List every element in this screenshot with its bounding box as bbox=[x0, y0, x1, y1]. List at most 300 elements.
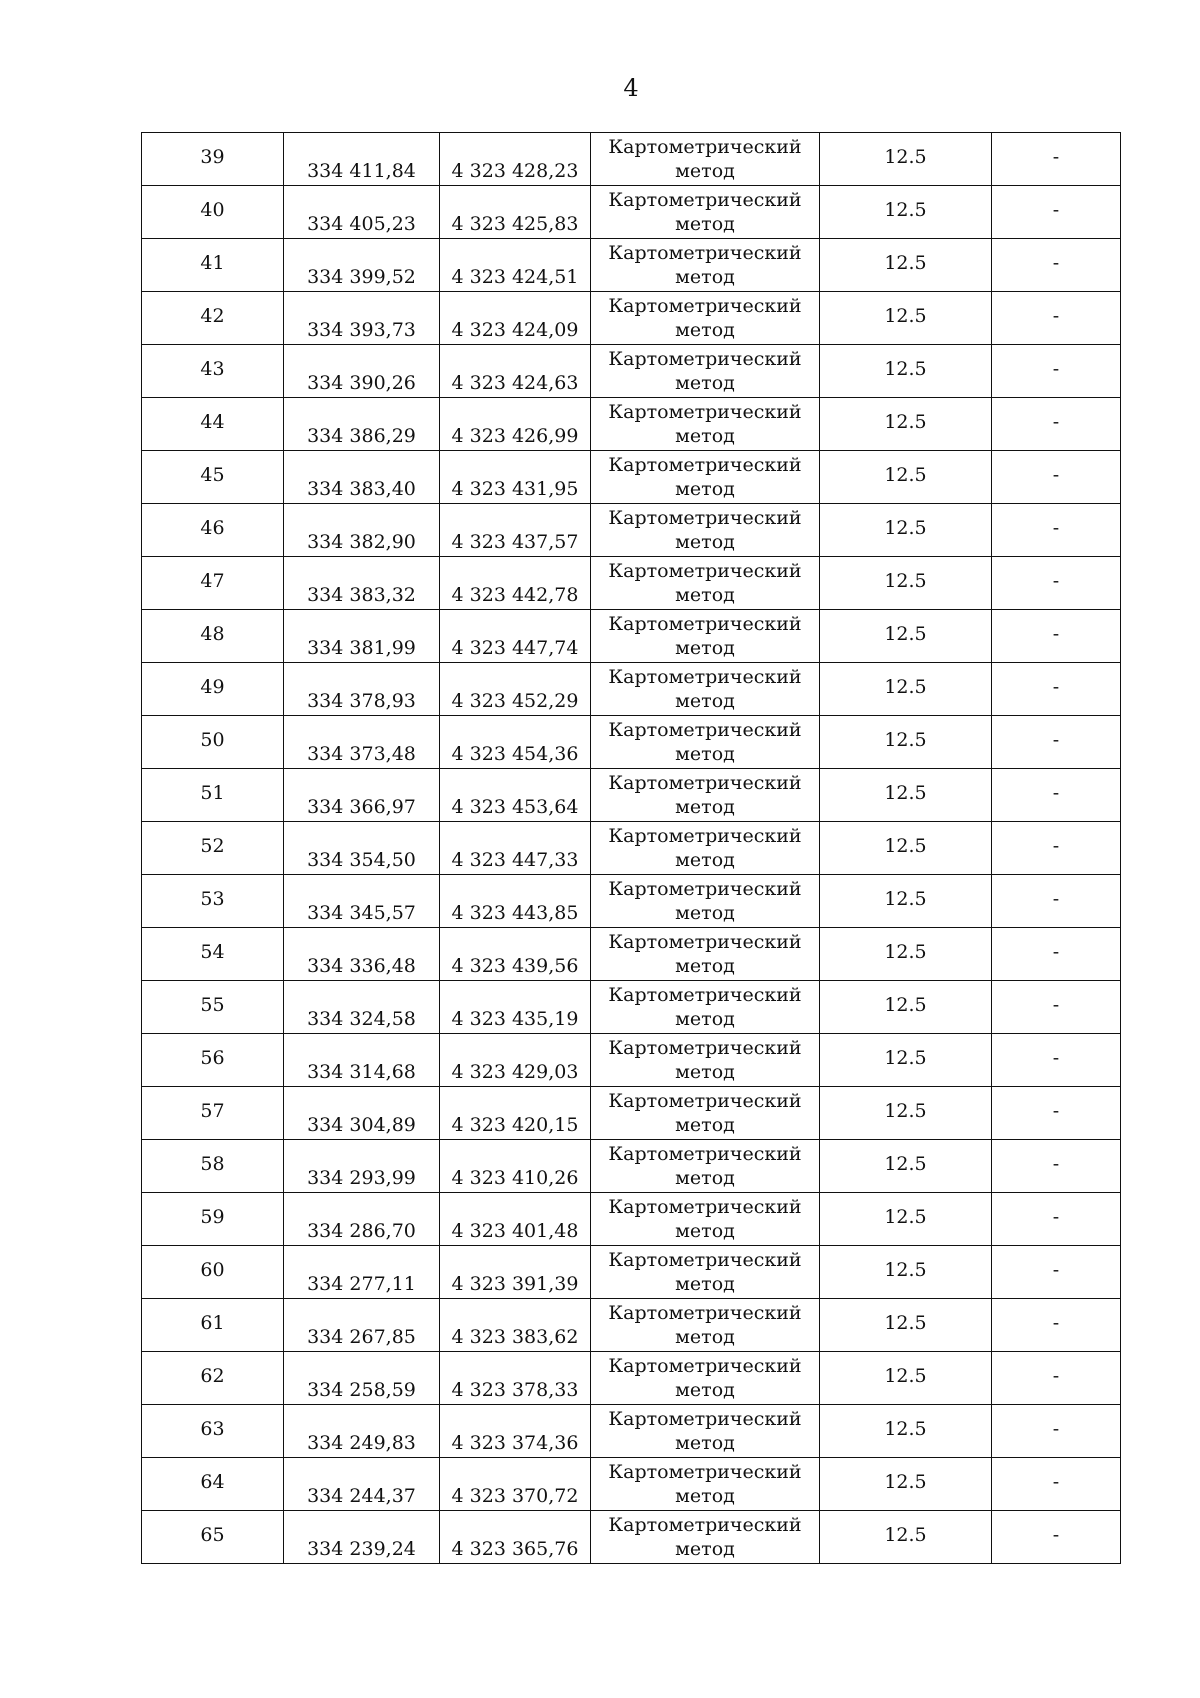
point-number-cell bbox=[142, 133, 284, 186]
point-number: 55 bbox=[200, 993, 225, 1016]
method-cell bbox=[591, 663, 820, 716]
y-coordinate: 4 323 401,48 bbox=[451, 1220, 579, 1242]
point-number-cell bbox=[142, 1458, 284, 1511]
method-cell bbox=[591, 1511, 820, 1564]
method-cell bbox=[591, 716, 820, 769]
precision-value: 12.5 bbox=[884, 675, 927, 698]
method-line-1: Картометрический bbox=[608, 189, 802, 211]
extra-value: - bbox=[1052, 463, 1060, 486]
point-number-cell bbox=[142, 1405, 284, 1458]
extra-cell bbox=[992, 1458, 1121, 1511]
precision-value: 12.5 bbox=[884, 728, 927, 751]
precision-cell bbox=[820, 1458, 992, 1511]
table-row bbox=[142, 1246, 1121, 1299]
precision-value: 12.5 bbox=[884, 993, 927, 1016]
y-coordinate: 4 323 435,19 bbox=[451, 1008, 579, 1030]
y-coordinate-cell bbox=[440, 1140, 591, 1193]
method-line-1: Картометрический bbox=[608, 1408, 802, 1430]
y-coordinate-cell bbox=[440, 1299, 591, 1352]
method-line-1: Картометрический bbox=[608, 719, 802, 741]
y-coordinate-cell bbox=[440, 1087, 591, 1140]
table-row bbox=[142, 928, 1121, 981]
precision-cell bbox=[820, 928, 992, 981]
y-coordinate: 4 323 365,76 bbox=[451, 1538, 579, 1560]
extra-value: - bbox=[1052, 1152, 1060, 1175]
precision-value: 12.5 bbox=[884, 834, 927, 857]
x-coordinate: 334 267,85 bbox=[307, 1326, 416, 1348]
table-row bbox=[142, 504, 1121, 557]
extra-value: - bbox=[1052, 145, 1060, 168]
precision-value: 12.5 bbox=[884, 1364, 927, 1387]
precision-value: 12.5 bbox=[884, 1046, 927, 1069]
y-coordinate-cell bbox=[440, 451, 591, 504]
point-number: 54 bbox=[200, 940, 225, 963]
method-line-2: метод bbox=[675, 372, 735, 394]
method-line-1: Картометрический bbox=[608, 666, 802, 688]
x-coordinate-cell bbox=[284, 875, 440, 928]
table-row bbox=[142, 1299, 1121, 1352]
x-coordinate-cell bbox=[284, 1246, 440, 1299]
extra-value: - bbox=[1052, 1364, 1060, 1387]
method-line-1: Картометрический bbox=[608, 454, 802, 476]
method-cell bbox=[591, 557, 820, 610]
point-number-cell bbox=[142, 716, 284, 769]
x-coordinate-cell bbox=[284, 610, 440, 663]
precision-cell bbox=[820, 1511, 992, 1564]
precision-cell bbox=[820, 557, 992, 610]
precision-cell bbox=[820, 292, 992, 345]
method-cell bbox=[591, 1140, 820, 1193]
extra-value: - bbox=[1052, 569, 1060, 592]
method-line-1: Картометрический bbox=[608, 1302, 802, 1324]
method-cell bbox=[591, 1299, 820, 1352]
table-row bbox=[142, 1458, 1121, 1511]
x-coordinate: 334 382,90 bbox=[307, 531, 416, 553]
method-line-1: Картометрический bbox=[608, 878, 802, 900]
precision-value: 12.5 bbox=[884, 516, 927, 539]
y-coordinate-cell bbox=[440, 504, 591, 557]
x-coordinate: 334 399,52 bbox=[307, 266, 416, 288]
x-coordinate-cell bbox=[284, 1405, 440, 1458]
y-coordinate: 4 323 424,51 bbox=[451, 266, 579, 288]
table-row bbox=[142, 186, 1121, 239]
point-number-cell bbox=[142, 239, 284, 292]
method-line-2: метод bbox=[675, 1273, 735, 1295]
extra-cell bbox=[992, 822, 1121, 875]
extra-value: - bbox=[1052, 940, 1060, 963]
y-coordinate-cell bbox=[440, 822, 591, 875]
extra-value: - bbox=[1052, 516, 1060, 539]
table-row bbox=[142, 1034, 1121, 1087]
y-coordinate-cell bbox=[440, 928, 591, 981]
point-number-cell bbox=[142, 1140, 284, 1193]
table-row bbox=[142, 239, 1121, 292]
y-coordinate: 4 323 439,56 bbox=[451, 955, 579, 977]
x-coordinate-cell bbox=[284, 1087, 440, 1140]
x-coordinate: 334 239,24 bbox=[307, 1538, 416, 1560]
y-coordinate-cell bbox=[440, 1246, 591, 1299]
x-coordinate: 334 293,99 bbox=[307, 1167, 416, 1189]
table-row bbox=[142, 875, 1121, 928]
x-coordinate: 334 345,57 bbox=[307, 902, 416, 924]
x-coordinate-cell bbox=[284, 1193, 440, 1246]
method-line-1: Картометрический bbox=[608, 1143, 802, 1165]
method-line-2: метод bbox=[675, 266, 735, 288]
point-number: 49 bbox=[200, 675, 225, 698]
y-coordinate: 4 323 426,99 bbox=[451, 425, 579, 447]
y-coordinate: 4 323 428,23 bbox=[451, 160, 579, 182]
method-line-2: метод bbox=[675, 1538, 735, 1560]
y-coordinate: 4 323 437,57 bbox=[451, 531, 579, 553]
precision-cell bbox=[820, 1246, 992, 1299]
x-coordinate: 334 381,99 bbox=[307, 637, 416, 659]
precision-value: 12.5 bbox=[884, 1470, 927, 1493]
point-number: 46 bbox=[200, 516, 225, 539]
method-line-2: метод bbox=[675, 1008, 735, 1030]
point-number-cell bbox=[142, 557, 284, 610]
table-row bbox=[142, 822, 1121, 875]
precision-value: 12.5 bbox=[884, 1152, 927, 1175]
method-line-1: Картометрический bbox=[608, 1090, 802, 1112]
point-number: 41 bbox=[200, 251, 225, 274]
method-cell bbox=[591, 345, 820, 398]
method-line-1: Картометрический bbox=[608, 348, 802, 370]
table-row bbox=[142, 1193, 1121, 1246]
x-coordinate: 334 386,29 bbox=[307, 425, 416, 447]
precision-value: 12.5 bbox=[884, 304, 927, 327]
precision-value: 12.5 bbox=[884, 1523, 927, 1546]
method-cell bbox=[591, 292, 820, 345]
method-cell bbox=[591, 875, 820, 928]
y-coordinate-cell bbox=[440, 557, 591, 610]
x-coordinate: 334 304,89 bbox=[307, 1114, 416, 1136]
x-coordinate-cell bbox=[284, 292, 440, 345]
precision-cell bbox=[820, 875, 992, 928]
method-line-1: Картометрический bbox=[608, 772, 802, 794]
point-number-cell bbox=[142, 1352, 284, 1405]
extra-value: - bbox=[1052, 622, 1060, 645]
point-number: 39 bbox=[200, 145, 225, 168]
precision-value: 12.5 bbox=[884, 569, 927, 592]
method-line-2: метод bbox=[675, 319, 735, 341]
point-number-cell bbox=[142, 1246, 284, 1299]
x-coordinate: 334 373,48 bbox=[307, 743, 416, 765]
y-coordinate-cell bbox=[440, 186, 591, 239]
point-number-cell bbox=[142, 928, 284, 981]
x-coordinate: 334 258,59 bbox=[307, 1379, 416, 1401]
point-number: 63 bbox=[200, 1417, 225, 1440]
page-number: 4 bbox=[623, 74, 639, 102]
method-cell bbox=[591, 1458, 820, 1511]
method-cell bbox=[591, 1034, 820, 1087]
method-line-1: Картометрический bbox=[608, 1037, 802, 1059]
extra-value: - bbox=[1052, 887, 1060, 910]
table-row bbox=[142, 1087, 1121, 1140]
x-coordinate-cell bbox=[284, 345, 440, 398]
method-line-2: метод bbox=[675, 425, 735, 447]
y-coordinate: 4 323 391,39 bbox=[451, 1273, 579, 1295]
y-coordinate: 4 323 425,83 bbox=[451, 213, 579, 235]
point-number-cell bbox=[142, 875, 284, 928]
x-coordinate: 334 383,32 bbox=[307, 584, 416, 606]
precision-value: 12.5 bbox=[884, 940, 927, 963]
extra-cell bbox=[992, 716, 1121, 769]
x-coordinate-cell bbox=[284, 557, 440, 610]
y-coordinate: 4 323 443,85 bbox=[451, 902, 579, 924]
y-coordinate: 4 323 420,15 bbox=[451, 1114, 579, 1136]
table-row bbox=[142, 345, 1121, 398]
x-coordinate-cell bbox=[284, 239, 440, 292]
y-coordinate-cell bbox=[440, 716, 591, 769]
precision-cell bbox=[820, 1034, 992, 1087]
y-coordinate: 4 323 370,72 bbox=[451, 1485, 579, 1507]
point-number-cell bbox=[142, 1299, 284, 1352]
method-line-1: Картометрический bbox=[608, 242, 802, 264]
x-coordinate-cell bbox=[284, 398, 440, 451]
table-row bbox=[142, 398, 1121, 451]
precision-cell bbox=[820, 504, 992, 557]
y-coordinate: 4 323 429,03 bbox=[451, 1061, 579, 1083]
table-row bbox=[142, 716, 1121, 769]
x-coordinate-cell bbox=[284, 981, 440, 1034]
point-number-cell bbox=[142, 822, 284, 875]
point-number-cell bbox=[142, 451, 284, 504]
point-number: 42 bbox=[200, 304, 225, 327]
x-coordinate: 334 405,23 bbox=[307, 213, 416, 235]
extra-value: - bbox=[1052, 1470, 1060, 1493]
y-coordinate: 4 323 454,36 bbox=[451, 743, 579, 765]
precision-value: 12.5 bbox=[884, 198, 927, 221]
precision-value: 12.5 bbox=[884, 357, 927, 380]
precision-value: 12.5 bbox=[884, 1099, 927, 1122]
extra-cell bbox=[992, 239, 1121, 292]
x-coordinate: 334 244,37 bbox=[307, 1485, 416, 1507]
point-number-cell bbox=[142, 186, 284, 239]
x-coordinate: 334 354,50 bbox=[307, 849, 416, 871]
table-row bbox=[142, 1405, 1121, 1458]
method-cell bbox=[591, 822, 820, 875]
point-number: 58 bbox=[200, 1152, 225, 1175]
method-line-2: метод bbox=[675, 478, 735, 500]
x-coordinate-cell bbox=[284, 504, 440, 557]
extra-value: - bbox=[1052, 675, 1060, 698]
method-line-2: метод bbox=[675, 1061, 735, 1083]
x-coordinate-cell bbox=[284, 1352, 440, 1405]
point-number: 48 bbox=[200, 622, 225, 645]
point-number-cell bbox=[142, 1034, 284, 1087]
x-coordinate: 334 277,11 bbox=[307, 1273, 416, 1295]
method-line-2: метод bbox=[675, 637, 735, 659]
x-coordinate-cell bbox=[284, 822, 440, 875]
precision-cell bbox=[820, 1193, 992, 1246]
extra-cell bbox=[992, 1511, 1121, 1564]
x-coordinate-cell bbox=[284, 1458, 440, 1511]
method-line-1: Картометрический bbox=[608, 613, 802, 635]
precision-value: 12.5 bbox=[884, 1311, 927, 1334]
y-coordinate-cell bbox=[440, 663, 591, 716]
precision-value: 12.5 bbox=[884, 1205, 927, 1228]
extra-value: - bbox=[1052, 198, 1060, 221]
y-coordinate: 4 323 447,33 bbox=[451, 849, 579, 871]
method-line-1: Картометрический bbox=[608, 825, 802, 847]
x-coordinate-cell bbox=[284, 133, 440, 186]
y-coordinate: 4 323 424,63 bbox=[451, 372, 579, 394]
y-coordinate: 4 323 424,09 bbox=[451, 319, 579, 341]
extra-cell bbox=[992, 1405, 1121, 1458]
point-number: 40 bbox=[200, 198, 225, 221]
method-cell bbox=[591, 769, 820, 822]
x-coordinate-cell bbox=[284, 663, 440, 716]
method-cell bbox=[591, 1193, 820, 1246]
point-number: 61 bbox=[200, 1311, 225, 1334]
point-number: 60 bbox=[200, 1258, 225, 1281]
table-row bbox=[142, 557, 1121, 610]
point-number: 47 bbox=[200, 569, 225, 592]
y-coordinate-cell bbox=[440, 292, 591, 345]
y-coordinate: 4 323 431,95 bbox=[451, 478, 579, 500]
method-cell bbox=[591, 504, 820, 557]
point-number: 57 bbox=[200, 1099, 225, 1122]
y-coordinate: 4 323 374,36 bbox=[451, 1432, 579, 1454]
precision-value: 12.5 bbox=[884, 251, 927, 274]
precision-value: 12.5 bbox=[884, 887, 927, 910]
precision-value: 12.5 bbox=[884, 410, 927, 433]
precision-cell bbox=[820, 451, 992, 504]
method-cell bbox=[591, 451, 820, 504]
precision-cell bbox=[820, 769, 992, 822]
extra-cell bbox=[992, 1246, 1121, 1299]
point-number-cell bbox=[142, 1087, 284, 1140]
point-number-cell bbox=[142, 610, 284, 663]
x-coordinate: 334 286,70 bbox=[307, 1220, 416, 1242]
method-cell bbox=[591, 186, 820, 239]
extra-value: - bbox=[1052, 1258, 1060, 1281]
extra-value: - bbox=[1052, 781, 1060, 804]
point-number: 53 bbox=[200, 887, 225, 910]
extra-cell bbox=[992, 1140, 1121, 1193]
y-coordinate: 4 323 410,26 bbox=[451, 1167, 579, 1189]
extra-cell bbox=[992, 504, 1121, 557]
point-number: 52 bbox=[200, 834, 225, 857]
method-line-2: метод bbox=[675, 1114, 735, 1136]
method-cell bbox=[591, 133, 820, 186]
extra-cell bbox=[992, 1087, 1121, 1140]
method-line-2: метод bbox=[675, 160, 735, 182]
extra-cell bbox=[992, 1299, 1121, 1352]
method-line-2: метод bbox=[675, 584, 735, 606]
precision-cell bbox=[820, 398, 992, 451]
method-line-1: Картометрический bbox=[608, 1249, 802, 1271]
x-coordinate: 334 411,84 bbox=[307, 160, 416, 182]
point-number: 65 bbox=[200, 1523, 225, 1546]
table-row bbox=[142, 769, 1121, 822]
method-cell bbox=[591, 1405, 820, 1458]
extra-cell bbox=[992, 292, 1121, 345]
method-line-1: Картометрический bbox=[608, 1461, 802, 1483]
point-number: 51 bbox=[200, 781, 225, 804]
method-line-2: метод bbox=[675, 1485, 735, 1507]
table-row bbox=[142, 1352, 1121, 1405]
y-coordinate-cell bbox=[440, 981, 591, 1034]
extra-value: - bbox=[1052, 410, 1060, 433]
y-coordinate: 4 323 378,33 bbox=[451, 1379, 579, 1401]
precision-cell bbox=[820, 1140, 992, 1193]
method-line-1: Картометрический bbox=[608, 295, 802, 317]
point-number-cell bbox=[142, 1193, 284, 1246]
extra-value: - bbox=[1052, 357, 1060, 380]
extra-cell bbox=[992, 1352, 1121, 1405]
method-line-2: метод bbox=[675, 1167, 735, 1189]
precision-cell bbox=[820, 133, 992, 186]
precision-cell bbox=[820, 345, 992, 398]
method-line-2: метод bbox=[675, 531, 735, 553]
precision-cell bbox=[820, 1352, 992, 1405]
extra-value: - bbox=[1052, 728, 1060, 751]
method-line-2: метод bbox=[675, 796, 735, 818]
method-line-2: метод bbox=[675, 902, 735, 924]
coordinates-table bbox=[141, 132, 1121, 1564]
x-coordinate: 334 366,97 bbox=[307, 796, 416, 818]
method-cell bbox=[591, 1352, 820, 1405]
extra-value: - bbox=[1052, 1205, 1060, 1228]
extra-value: - bbox=[1052, 1046, 1060, 1069]
extra-value: - bbox=[1052, 1099, 1060, 1122]
extra-cell bbox=[992, 981, 1121, 1034]
y-coordinate: 4 323 453,64 bbox=[451, 796, 579, 818]
point-number: 62 bbox=[200, 1364, 225, 1387]
method-line-1: Картометрический bbox=[608, 1514, 802, 1536]
extra-value: - bbox=[1052, 304, 1060, 327]
precision-cell bbox=[820, 716, 992, 769]
extra-value: - bbox=[1052, 1523, 1060, 1546]
x-coordinate-cell bbox=[284, 1299, 440, 1352]
y-coordinate-cell bbox=[440, 1193, 591, 1246]
table-row bbox=[142, 451, 1121, 504]
point-number-cell bbox=[142, 504, 284, 557]
precision-value: 12.5 bbox=[884, 145, 927, 168]
table-row bbox=[142, 292, 1121, 345]
point-number-cell bbox=[142, 663, 284, 716]
method-cell bbox=[591, 239, 820, 292]
precision-cell bbox=[820, 186, 992, 239]
point-number: 43 bbox=[200, 357, 225, 380]
method-line-1: Картометрический bbox=[608, 1196, 802, 1218]
table-row bbox=[142, 1140, 1121, 1193]
method-line-1: Картометрический bbox=[608, 136, 802, 158]
method-cell bbox=[591, 928, 820, 981]
extra-cell bbox=[992, 663, 1121, 716]
x-coordinate-cell bbox=[284, 1511, 440, 1564]
precision-value: 12.5 bbox=[884, 622, 927, 645]
x-coordinate: 334 378,93 bbox=[307, 690, 416, 712]
precision-cell bbox=[820, 822, 992, 875]
point-number-cell bbox=[142, 769, 284, 822]
y-coordinate: 4 323 383,62 bbox=[451, 1326, 579, 1348]
x-coordinate-cell bbox=[284, 928, 440, 981]
precision-value: 12.5 bbox=[884, 781, 927, 804]
method-cell bbox=[591, 398, 820, 451]
extra-cell bbox=[992, 133, 1121, 186]
y-coordinate-cell bbox=[440, 1034, 591, 1087]
precision-cell bbox=[820, 1087, 992, 1140]
method-line-2: метод bbox=[675, 1326, 735, 1348]
extra-cell bbox=[992, 451, 1121, 504]
method-cell bbox=[591, 1087, 820, 1140]
x-coordinate-cell bbox=[284, 1034, 440, 1087]
point-number: 56 bbox=[200, 1046, 225, 1069]
extra-value: - bbox=[1052, 251, 1060, 274]
method-cell bbox=[591, 610, 820, 663]
